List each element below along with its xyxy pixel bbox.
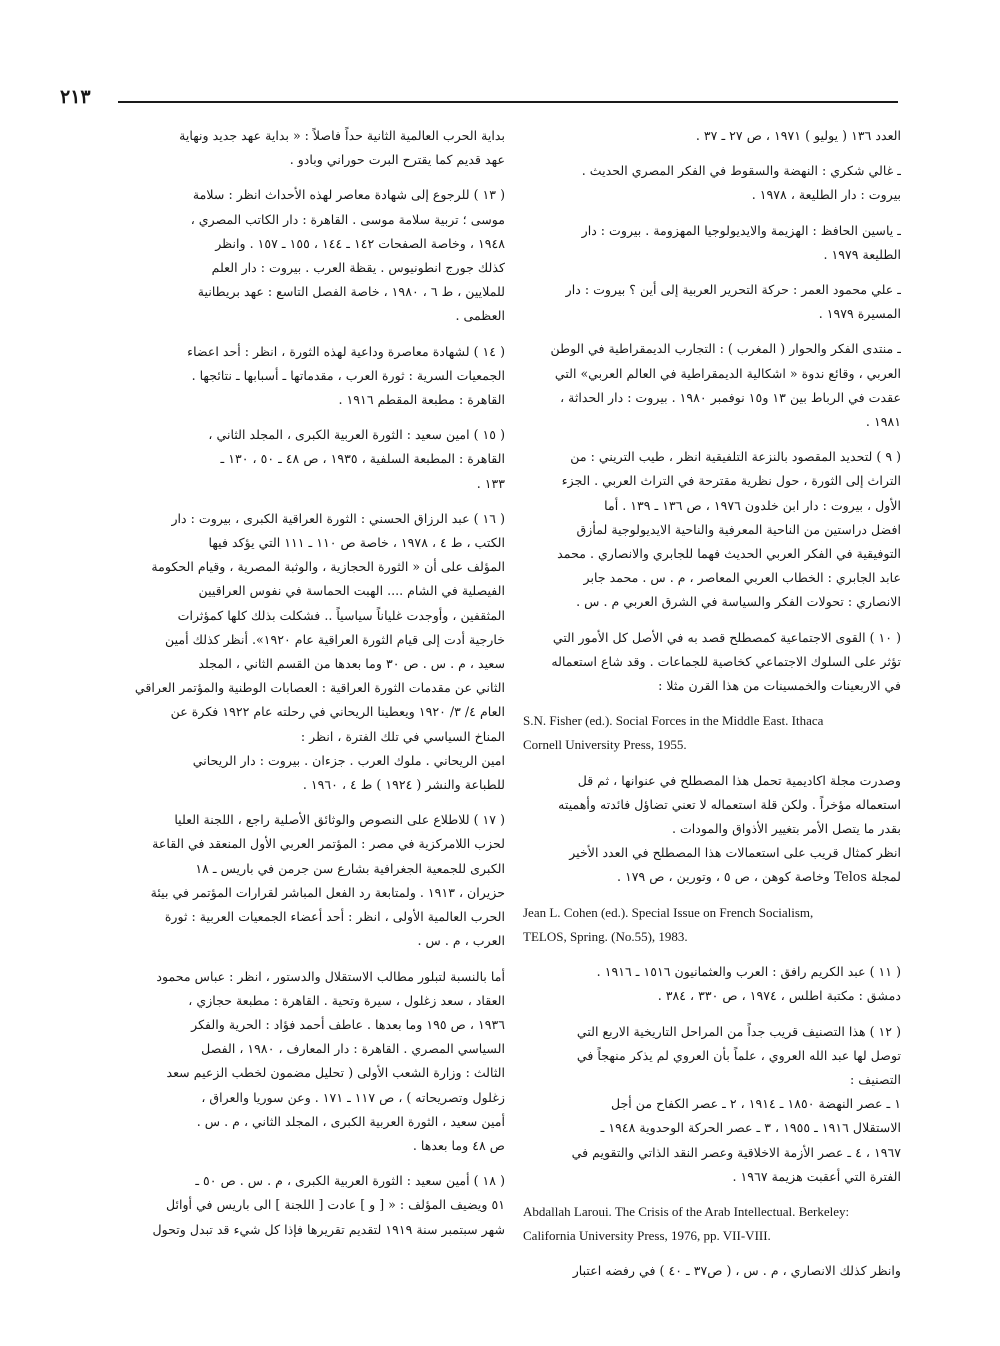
text-line: ـ منتدى الفكر والحوار ( المغرب ) : التجارب الديمقراطية في الوطن xyxy=(550,341,901,357)
text-line: بيروت : دار الطليعة ، ١٩٧٨ . xyxy=(751,187,901,203)
text-line: العرب ، م . س . xyxy=(417,933,505,949)
text-line: العربي ، وقائع ندوة « اشكالية الديمقراطية في العالم العربي» التي xyxy=(554,365,901,381)
header-rule xyxy=(118,101,898,103)
text-line: ٥١ ويضيف المؤلف : « [ و ] عادت [ اللجنة ] الى باريس في أوائل xyxy=(165,1197,505,1213)
text-line: عقدت في الرباط بين ١٣ و١٥ نوفمبر ١٩٨٠ . بيروت : دار الحداثة ، xyxy=(560,389,901,405)
text-line: المؤلف على أن « الثورة الحجازية ، والوثبة المصرية ، وقيام الحكومة xyxy=(151,559,505,575)
text-line: ١ ـ عصر النهضة ١٨٥٠ ـ ١٩١٤ ، ٢ ـ عصر الكفاح من أجل xyxy=(610,1096,901,1112)
text-line: TELOS, Spring. (No.55), 1983. xyxy=(523,928,688,944)
text-line: موسى ؛ تربية سلامة موسى . القاهرة : دار الكاتب المصري ، xyxy=(190,211,505,227)
page-number: ٢١٣ xyxy=(60,86,91,108)
footnote-paragraph xyxy=(523,769,901,890)
footnote-paragraph xyxy=(523,219,901,267)
text-line: التوفيقية في الفكر العربي الحديث فهما للجابري والانصاري . محمد xyxy=(557,546,901,562)
text-line: أما بالنسبة لتبلور مطالب الاستقلال والدستور ، انظر : عباس محمود xyxy=(156,968,505,984)
footnote-paragraph xyxy=(118,183,505,328)
text-line: ( ١١ ) عبد الكريم رافق : العرب والعثمانيون ١٥١٦ ـ ١٩١٦ . xyxy=(596,964,901,980)
footnote-paragraph xyxy=(118,507,505,797)
text-line: المثقفين ، وأوجدت غلياناً سياسياً .. فشكلت بذلك كلها كمؤثرات xyxy=(177,607,505,623)
text-line: الأول ، بيروت : دار ابن خلدون ١٩٧٦ ، ص ١٣٦ ـ ١٣٩ . أما xyxy=(604,497,901,513)
text-line: ( ٩ ) لتحديد المقصود بالنزعة التلفيقية انظر ، طيب التريني : من xyxy=(570,449,901,465)
text-line: الثاني عن مقدمات الثورة العراقية : العصابات الوطنية والمؤتمر العراقي xyxy=(134,680,505,696)
footnote-paragraph xyxy=(523,960,901,1008)
footnote-paragraph xyxy=(523,1020,901,1189)
text-line: ( ١٥ ) امين سعيد : الثورة العربية الكبرى ، المجلد الثاني ، xyxy=(208,427,505,443)
text-line: Jean L. Cohen (ed.). Special Issue on French Socialism, xyxy=(523,904,814,920)
text-line: العظمى . xyxy=(455,308,505,324)
text-line: ( ١٣ ) للرجوع إلى شهادة معاصر لهذه الأحداث انظر : سلامة xyxy=(192,187,505,203)
text-line: كذلك جورج انطونيوس . يقظة العرب . بيروت : دار العلم xyxy=(211,260,505,276)
text-line: العام ٤/ ٣/ ١٩٢٠ ويعطينا الريحاني في رحلته عام ١٩٢٢ فكرة عن xyxy=(170,704,505,720)
text-line: الاستقلال ١٩١٦ ـ ١٩٥٥ ، ٣ ـ عصر الحركة الوحدوية ١٩٤٨ ـ xyxy=(600,1120,901,1136)
text-line: الحرب العالمية الأولى ، انظر : أحد أعضاء الجمعيات العربية : ثورة xyxy=(164,909,505,925)
text-line: بقدر ما يتصل الأمر بتغيير الأذواق والمودات . xyxy=(671,821,901,837)
text-line: ( ١٧ ) للاطلاع على النصوص والوثائق الأصلية راجع ، اللجنة العليا xyxy=(174,812,505,828)
text-line: في الاربعينات والخمسينات من هذا القرن مثلا : xyxy=(658,678,901,694)
text-line: وانظر كذلك الانصاري ، م . س ، ( ص٣٧ ـ ٤٠ ) في رفضه اعتبار xyxy=(572,1263,901,1279)
text-line: تؤثر على السلوك الاجتماعي كخاصية للجماعات . وقد شاع استعماله xyxy=(551,653,901,669)
text-line: القاهرة : المطبعة السلفية ، ١٩٣٥ ، ص ٤٨ ـ ٥٠ ، ١٣٠ ـ xyxy=(220,451,505,467)
text-line: شهر سبتمبر سنة ١٩١٩ لتقديم تقريرها فإذا كل شيء قد تبدل وتحول xyxy=(152,1221,505,1237)
footnote-paragraph xyxy=(523,1259,901,1283)
footnote-paragraph xyxy=(523,626,901,699)
text-line: العدد ١٣٦ ( يوليو ) ١٩٧١ ، ص ٢٧ ـ ٣٧ . xyxy=(695,128,901,143)
text-line: للطباعة والنشر ( ١٩٢٤ ) ط ٤ ، ١٩٦٠ . xyxy=(302,777,505,793)
footnote-paragraph xyxy=(523,159,901,207)
footnote-paragraph xyxy=(118,965,505,1159)
text-line: ( ١٠ ) القوى الاجتماعية كمصطلح قصد به في الأصل كل الأمور التي xyxy=(552,629,901,645)
text-line: ( ١٨ ) أمين سعيد : الثورة العربية الكبرى ، م . س . ص ٥٠ ـ xyxy=(195,1173,505,1189)
footnote-paragraph xyxy=(118,340,505,413)
text-line: السياسي المصري . القاهرة : دار المعارف ، ١٩٨٠ ، الفصل xyxy=(201,1041,505,1057)
text-line: عهد قديم كما يقترح البرت حوراني وبادو . xyxy=(289,152,505,168)
text-line: سعيد ، م . س . ص ٣٠ وما بعدها من القسم الثاني ، المجلد xyxy=(198,656,505,672)
text-line: Cornell University Press, 1955. xyxy=(523,737,687,753)
reference-entry xyxy=(523,1200,901,1248)
text-line: العقاد ، سعد زغلول ، سيرة وتحية . القاهرة : مطبعة حجازي ، xyxy=(188,992,505,1008)
text-line: الطليعة ١٩٧٩ . xyxy=(823,246,901,262)
text-line: الانصاري : تحولات الفكر والسياسة في الشرق العربي م . س . xyxy=(576,594,901,610)
text-line: المسيرة ١٩٧٩ . xyxy=(818,306,901,322)
footnote-paragraph xyxy=(523,445,901,614)
text-line: الفترة التي أعقبت هزيمة ١٩٦٧ . xyxy=(732,1168,901,1184)
text-line: دمشق : مكتبة اطلس ، ١٩٧٤ ، ص ٣٣٠ ، ٣٨٤ . xyxy=(657,988,901,1004)
text-line: التراث إلى الثورة ، حول نظرية مقترحة في التراث العربي . الجزء xyxy=(561,473,901,489)
text-line: الكتب ، ط ٤ ، ١٩٧٨ ، خاصة ص ١١٠ ـ ١١١ التي يؤكد فيها xyxy=(208,535,505,551)
footnote-paragraph xyxy=(523,278,901,326)
text-line: المناخ السياسي في تلك الفترة ، انظر : xyxy=(300,728,505,744)
text-line: امين الريحاني . ملوك العرب . جزءان . بيروت : دار الريحاني xyxy=(192,752,505,768)
text-line: أمين سعيد ، الثورة العربية الكبرى ، المجلد الثاني ، م . س . xyxy=(196,1113,505,1129)
text-line: للملايين ، ط ٦ ، ١٩٨٠ ، خاصة الفصل التاسع : عهد بريطانية xyxy=(197,284,505,300)
right-column xyxy=(523,124,901,1295)
text-line: ـ ياسين الحافظ : الهزيمة والايديولوجيا المهزومة . بيروت : دار xyxy=(581,222,901,238)
text-line: خارجية أدت إلى قيام الثورة العراقية عام ١٩٢٠». أنظر كذلك أمين xyxy=(165,631,505,647)
footnote-paragraph xyxy=(118,1169,505,1242)
text-line: استعماله مؤخراً . ولكن قلة استعماله لا تعني تضاؤل فائدته وأهميته xyxy=(558,796,901,812)
text-line: توصل لها عبد الله العروي ، علماً بأن العروي لم يذكر منهجاً في xyxy=(576,1047,901,1063)
text-line: افضل دراستين من الناحية المعرفية والناحية الايديولوجية لمأزق xyxy=(576,521,901,537)
footnote-paragraph xyxy=(118,423,505,496)
left-column xyxy=(118,124,505,1253)
text-line: بداية الحرب العالمية الثانية حداً فاصلاً : « بداية عهد جديد ونهاية xyxy=(179,128,505,143)
text-line: ١٣٣ . xyxy=(476,475,505,491)
text-line: انظر كمثال قريب على استعمالات هذا المصطلح في العدد الأخير xyxy=(569,845,901,861)
text-line: الفيصلية في الشام .... الهبت الحماسة في نفوس العراقيين xyxy=(198,583,505,599)
text-line: ( ١٤ ) لشهادة معاصرة وداعية لهذه الثورة ، انظر : أحد اعضاء xyxy=(187,343,505,359)
text-line: ( ١٢ ) هذا التصنيف قريب جداً من المراحل التاريخية الاربع التي xyxy=(576,1023,901,1039)
footnote-paragraph xyxy=(523,337,901,434)
text-line: ١٩٤٨ ، وخاصة الصفحات ١٤٢ ـ ١٤٤ ، ١٥٥ ـ ١٥٧ . وانظر xyxy=(215,235,505,251)
text-line: الكبرى للجمعية الجغرافية بشارع سن جرمن في باريس ـ ١٨ xyxy=(195,860,505,876)
text-line: الثالث : وزارة الشعب الأولى ( تحليل مضمون لخطب الزعيم سعد xyxy=(166,1065,505,1081)
text-line: ـ علي محمود العمر : حركة التحرير العربية إلى أين ؟ بيروت : دار xyxy=(565,282,901,298)
text-line: ١٩٣٦ ، ص ١٩٥ وما بعدها . عاطف أحمد فؤاد : الحرية والفكر xyxy=(191,1016,505,1032)
text-line: ( ١٦ ) عبد الرزاق الحسني : الثورة العراقية الكبرى ، بيروت : دار xyxy=(171,510,505,526)
text-line: زغلول وتصريحاته ) ، ص ١١٧ ـ ١٧١ . وعن سوريا والعراق ، xyxy=(201,1089,505,1105)
text-line: ص ٤٨ وما بعدها . xyxy=(412,1137,505,1153)
footnote-paragraph xyxy=(118,808,505,953)
text-line: القاهرة : مطبعة المقطم ١٩١٦ . xyxy=(338,392,505,408)
footnote-paragraph xyxy=(523,124,901,148)
text-line: الجمعيات السرية : ثورة العرب ، مقدماتها ـ أسبابها ـ نتائجها . xyxy=(191,367,505,383)
footnote-paragraph xyxy=(118,124,505,172)
text-line: التصنيف : xyxy=(850,1071,901,1087)
text-line: California University Press, 1976, pp. VII-VIII. xyxy=(523,1228,771,1244)
text-line: ١٩٦٧ ، ٤ ـ عصر الأزمة الاخلاقية وعصر النقد الذاتي والتقويم في xyxy=(571,1144,901,1160)
text-line: S.N. Fisher (ed.). Social Forces in the Middle East. Ithaca xyxy=(523,713,824,729)
text-line: عابد الجابري : الخطاب العربي المعاصر ، م . س . محمد جابر xyxy=(583,570,901,586)
text-line: لمجلة Telos وخاصة كوهن ، ص ٥ ، وتورين ، ص ١٧٩ . xyxy=(616,869,901,885)
text-line: وصدرت مجلة اكاديمية تحمل هذا المصطلح في عنوانها ، ثم قل xyxy=(577,772,901,788)
text-line: حزيران ، ١٩١٣ . ولمتابعة رد الفعل المباشر لقرارات المؤتمر في بيئة xyxy=(150,884,505,900)
text-line: ـ غالي شكري : النهضة والسقوط في الفكر المصري الحديث . xyxy=(581,163,901,179)
text-line: ١٩٨١ . xyxy=(865,414,901,430)
reference-entry xyxy=(523,709,901,757)
text-line: لحزب اللامركزية في مصر : المؤتمر العربي الأول المنعقد في القاعة xyxy=(152,836,505,852)
text-line: Abdallah Laroui. The Crisis of the Arab Intellectual. Berkeley: xyxy=(523,1203,850,1219)
reference-entry xyxy=(523,901,901,949)
